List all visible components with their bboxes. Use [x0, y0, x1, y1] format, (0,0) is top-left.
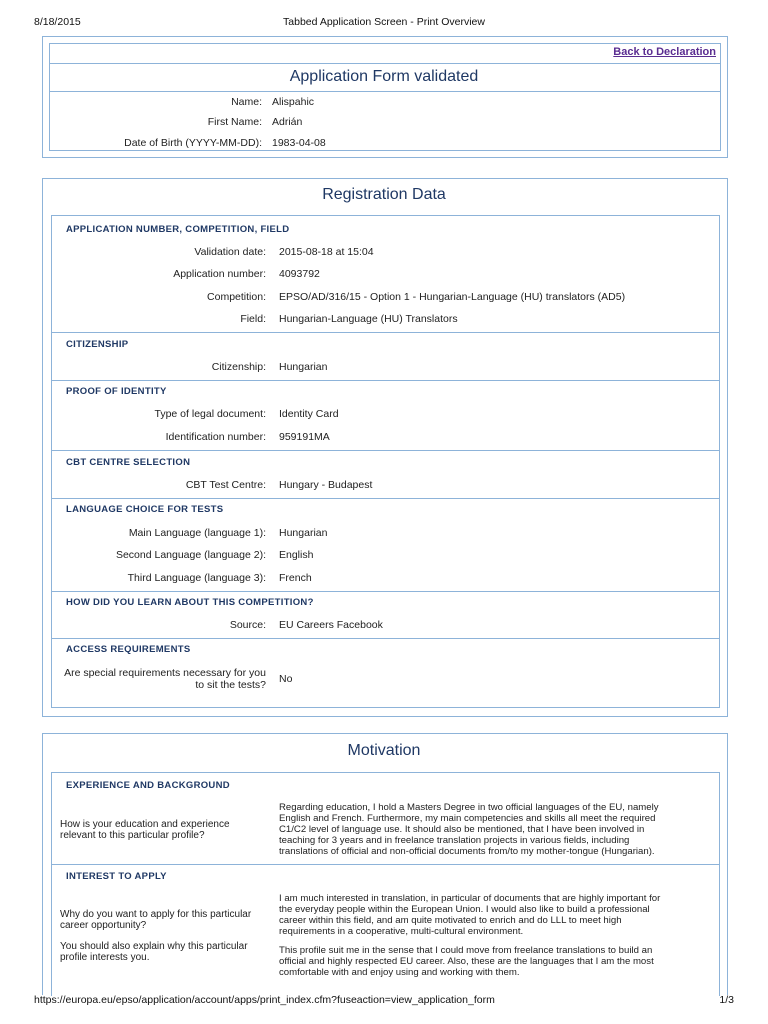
divider	[49, 63, 720, 64]
section-heading-interest: INTEREST TO APPLY	[66, 871, 167, 882]
section-heading-experience: EXPERIENCE AND BACKGROUND	[66, 780, 230, 791]
validation-date-label: Validation date:	[194, 246, 266, 258]
application-number-label: Application number:	[173, 268, 266, 280]
source-label: Source:	[229, 619, 266, 631]
field-label: Field:	[240, 313, 266, 325]
identification-number-label: Identification number:	[165, 431, 266, 443]
source-value: EU Careers Facebook	[279, 619, 383, 631]
page-number: 1/3	[719, 994, 734, 1006]
divider	[51, 591, 719, 592]
language-1-value: Hungarian	[279, 527, 328, 539]
interest-question2-line2: profile interests you.	[60, 952, 150, 963]
cbt-centre-label: CBT Test Centre:	[185, 479, 266, 491]
registration-title: Registration Data	[322, 186, 446, 203]
name-label: Name:	[231, 96, 262, 108]
experience-question-line1: How is your education and experience	[60, 819, 230, 830]
divider	[51, 332, 719, 333]
application-number-value: 4093792	[279, 268, 320, 280]
interest-answer-line: requirements in a cooperative, multi-cultural environment.	[279, 926, 524, 937]
experience-answer-line: Regarding education, I hold a Masters Degree in two official languages of the EU, namely	[279, 802, 659, 813]
print-title: Tabbed Application Screen - Print Overview	[283, 16, 485, 28]
competition-value: EPSO/AD/316/15 - Option 1 - Hungarian-Language (HU) translators (AD5)	[279, 291, 626, 303]
first-name-value: Adrián	[272, 116, 303, 128]
language-2-label: Second Language (language 2):	[115, 549, 266, 561]
validation-date-value: 2015-08-18 at 15:04	[279, 246, 374, 258]
divider	[51, 864, 719, 865]
section-heading-source: HOW DID YOU LEARN ABOUT THIS COMPETITION?	[66, 597, 314, 608]
divider	[51, 498, 719, 499]
section-heading-citizenship: CITIZENSHIP	[66, 339, 129, 350]
language-3-label: Third Language (language 3):	[127, 572, 266, 584]
print-footer	[34, 994, 734, 1008]
motivation-title: Motivation	[347, 742, 421, 759]
language-3-value: French	[279, 572, 312, 584]
identification-number-value: 959191MA	[279, 431, 330, 443]
field-value: Hungarian-Language (HU) Translators	[279, 313, 458, 325]
experience-question-line2: relevant to this particular profile?	[60, 830, 205, 841]
special-requirements-label-line1: Are special requirements necessary for you	[64, 667, 266, 679]
interest-answer-line: This profile suit me in the sense that I could move from freelance translations to build an	[279, 945, 653, 956]
back-to-declaration-link[interactable]: Back to Declaration	[613, 46, 716, 58]
interest-answer-line: official and highly respected EU career. Also, these are the languages that I am the most	[279, 956, 654, 967]
print-url: https://europa.eu/epso/application/account/apps/print_index.cfm?fuseaction=view_application_form	[34, 994, 495, 1006]
experience-answer-line: English and French. Furthermore, my main competencies and skills all meet the required	[279, 813, 656, 824]
interest-question1-line1: Why do you want to apply for this particular	[60, 909, 252, 920]
document-type-value: Identity Card	[279, 408, 339, 420]
name-value: Alispahic	[272, 96, 315, 108]
special-requirements-value: No	[279, 673, 293, 685]
interest-question1-line2: career opportunity?	[60, 920, 147, 931]
interest-answer-line: career within this field, and am quite motivated to enrich and do LLL to meet high	[279, 915, 622, 926]
language-1-label: Main Language (language 1):	[128, 527, 266, 539]
dob-value: 1983-04-08	[272, 137, 326, 149]
section-heading-access: ACCESS REQUIREMENTS	[66, 644, 191, 655]
section-heading-cbt: CBT CENTRE SELECTION	[66, 457, 191, 468]
competition-label: Competition:	[207, 291, 266, 303]
interest-answer-line: the everyday people within the European Union. I would also like to build a professional	[279, 904, 650, 915]
cbt-centre-value: Hungary - Budapest	[279, 479, 373, 491]
divider	[51, 450, 719, 451]
divider	[51, 380, 719, 381]
dob-label: Date of Birth (YYYY-MM-DD):	[124, 137, 262, 149]
registration-panel	[42, 178, 728, 717]
document-type-label: Type of legal document:	[154, 408, 266, 420]
experience-answer-line: teaching for 3 years and in freelance translation projects in various fields, including	[279, 835, 630, 846]
first-name-label: First Name:	[207, 116, 262, 128]
experience-answer-line: translations of official and non-official documents from/to my mother-tongue (Hungarian).	[279, 846, 655, 857]
special-requirements-label-line2: to sit the tests?	[195, 679, 266, 691]
divider	[49, 91, 720, 92]
page-title: Application Form validated	[289, 68, 479, 85]
section-heading-language: LANGUAGE CHOICE FOR TESTS	[66, 504, 224, 515]
section-heading-identity: PROOF OF IDENTITY	[66, 386, 167, 397]
divider	[51, 638, 719, 639]
section-heading-application: APPLICATION NUMBER, COMPETITION, FIELD	[66, 224, 290, 235]
interest-answer-line: comfortable with and enjoy using and working with them.	[279, 967, 520, 978]
citizenship-label: Citizenship:	[211, 361, 266, 373]
print-header	[34, 16, 734, 30]
experience-answer-line: C1/C2 level of language use. It should also be mentioned, that I have been involved in	[279, 824, 645, 835]
interest-question2-line1: You should also explain why this particular	[60, 941, 248, 952]
citizenship-value: Hungarian	[279, 361, 328, 373]
print-date: 8/18/2015	[34, 16, 81, 28]
interest-answer-line: I am much interested in translation, in particular of documents that are highly important for	[279, 893, 661, 904]
language-2-value: English	[279, 549, 314, 561]
